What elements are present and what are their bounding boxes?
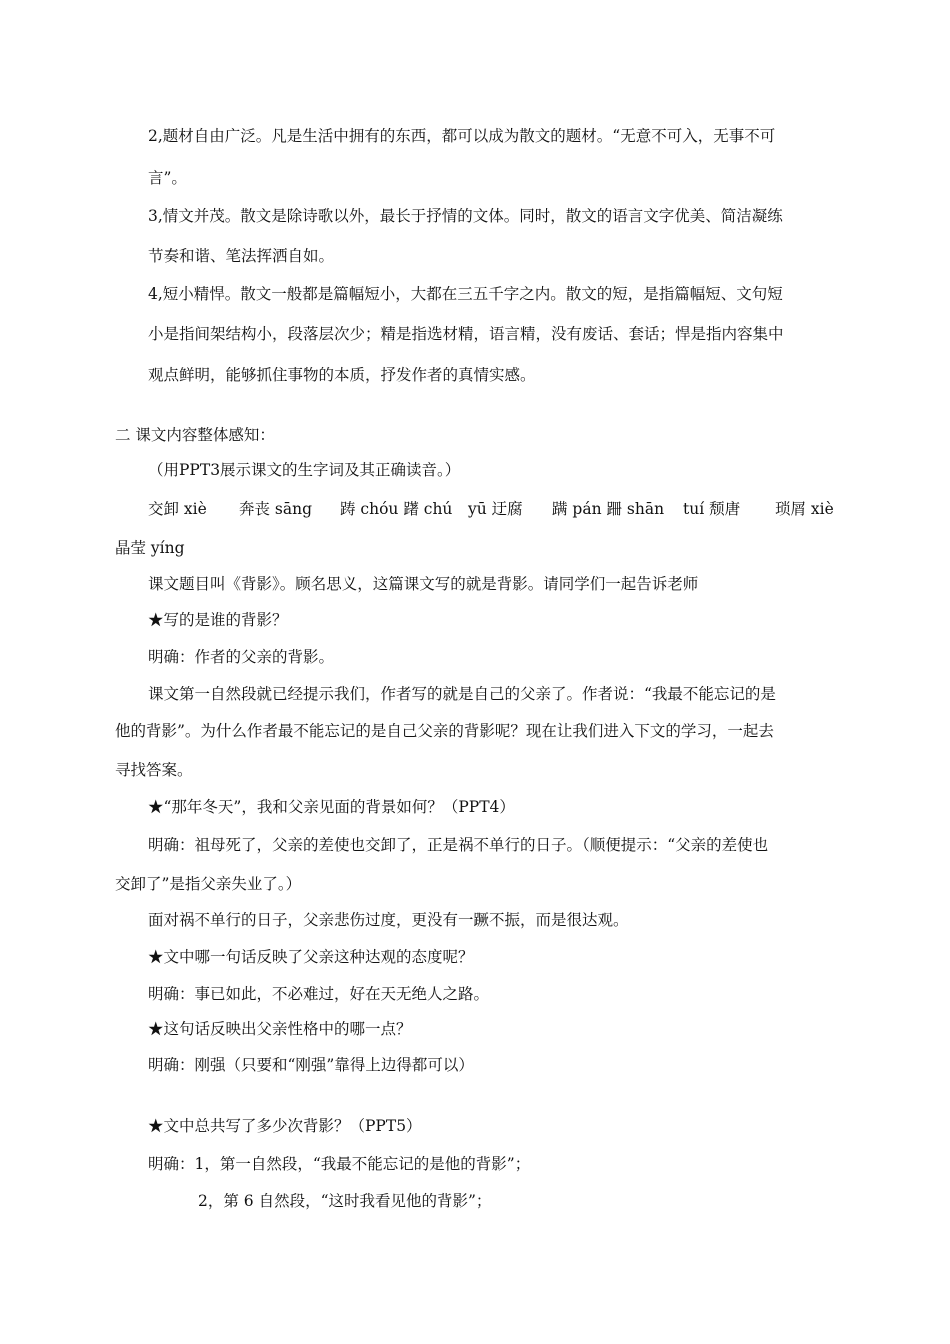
answer-2-line-1: 明确：祖母死了，父亲的差使也交卸了，正是祸不单行的日子。（顺便提示：“父亲的差使也 xyxy=(148,836,769,854)
point-4-line-2: 小是指间架结构小，段落层次少；精是指选材精，语言精，没有废话、套话；悍是指内容集中 xyxy=(148,325,784,343)
intro-paragraph: 课文题目叫《背影》。顾名思义，这篇课文写的就是背影。请同学们一起告诉老师 xyxy=(148,575,699,593)
vocab-item: 交卸 xiè xyxy=(148,500,207,518)
point-3-line-1: 3,情文并茂。散文是除诗歌以外，最长于抒情的文体。同时，散文的语言文字优美、简洁凝练 xyxy=(148,207,783,225)
paragraph-1-line-3: 寻找答案。 xyxy=(115,761,193,779)
answer-4: 明确：刚强（只要和“刚强”靠得上边得都可以） xyxy=(148,1056,474,1074)
vocab-item: yū 迂腐 xyxy=(468,500,523,518)
vocab-item: 蹒 pán 跚 shān xyxy=(552,500,665,518)
answer-5-line-2: 2，第 6 自然段，“这时我看见他的背影”； xyxy=(198,1192,492,1210)
point-2-line-2: 言”。 xyxy=(148,169,187,187)
answer-3: 明确：事已如此，不必难过，好在天无绝人之路。 xyxy=(148,985,490,1003)
section-2-heading: 二 课文内容整体感知： xyxy=(115,426,275,444)
question-2: ★“那年冬天”，我和父亲见面的背景如何？（PPT4） xyxy=(148,798,515,816)
vocab-item: tuí 颓唐 xyxy=(683,500,741,518)
question-1: ★写的是谁的背影？ xyxy=(148,611,288,629)
point-4-line-1: 4,短小精悍。散文一般都是篇幅短小，大都在三五千字之内。散文的短，是指篇幅短、文句短 xyxy=(148,285,783,303)
vocab-wrap-item: 晶莹 yíng xyxy=(115,539,185,557)
ppt3-note: （用PPT3展示课文的生字词及其正确读音。） xyxy=(148,461,461,479)
vocabulary-row xyxy=(148,498,848,520)
vocab-item: 奔丧 sāng xyxy=(239,500,313,518)
question-5: ★文中总共写了多少次背影？（PPT5） xyxy=(148,1117,422,1135)
vocab-item: 踌 chóu 躇 chú xyxy=(340,500,453,518)
point-2-line-1: 2,题材自由广泛。凡是生活中拥有的东西，都可以成为散文的题材。“无意不可入，无事不可 xyxy=(148,127,776,145)
answer-2-line-2: 交卸了”是指父亲失业了。） xyxy=(115,875,302,893)
paragraph-1-line-1: 课文第一自然段就已经提示我们，作者写的就是自己的父亲了。作者说：“我最不能忘记的是 xyxy=(148,685,776,703)
point-3-line-2: 节奏和谐、笔法挥洒自如。 xyxy=(148,247,335,265)
question-4: ★这句话反映出父亲性格中的哪一点？ xyxy=(148,1020,412,1038)
point-4-line-3: 观点鲜明，能够抓住事物的本质，抒发作者的真情实感。 xyxy=(148,366,536,384)
paragraph-2: 面对祸不单行的日子，父亲悲伤过度，更没有一蹶不振，而是很达观。 xyxy=(148,911,629,929)
answer-1: 明确：作者的父亲的背影。 xyxy=(148,648,335,666)
paragraph-1-line-2: 他的背影”。为什么作者最不能忘记的是自己父亲的背影呢？现在让我们进入下文的学习，一起去 xyxy=(115,722,774,740)
question-3: ★文中哪一句话反映了父亲这种达观的态度呢？ xyxy=(148,948,474,966)
vocab-item: 琐屑 xiè xyxy=(775,500,834,518)
answer-5-line-1: 明确：1，第一自然段，“我最不能忘记的是他的背影”； xyxy=(148,1155,531,1173)
